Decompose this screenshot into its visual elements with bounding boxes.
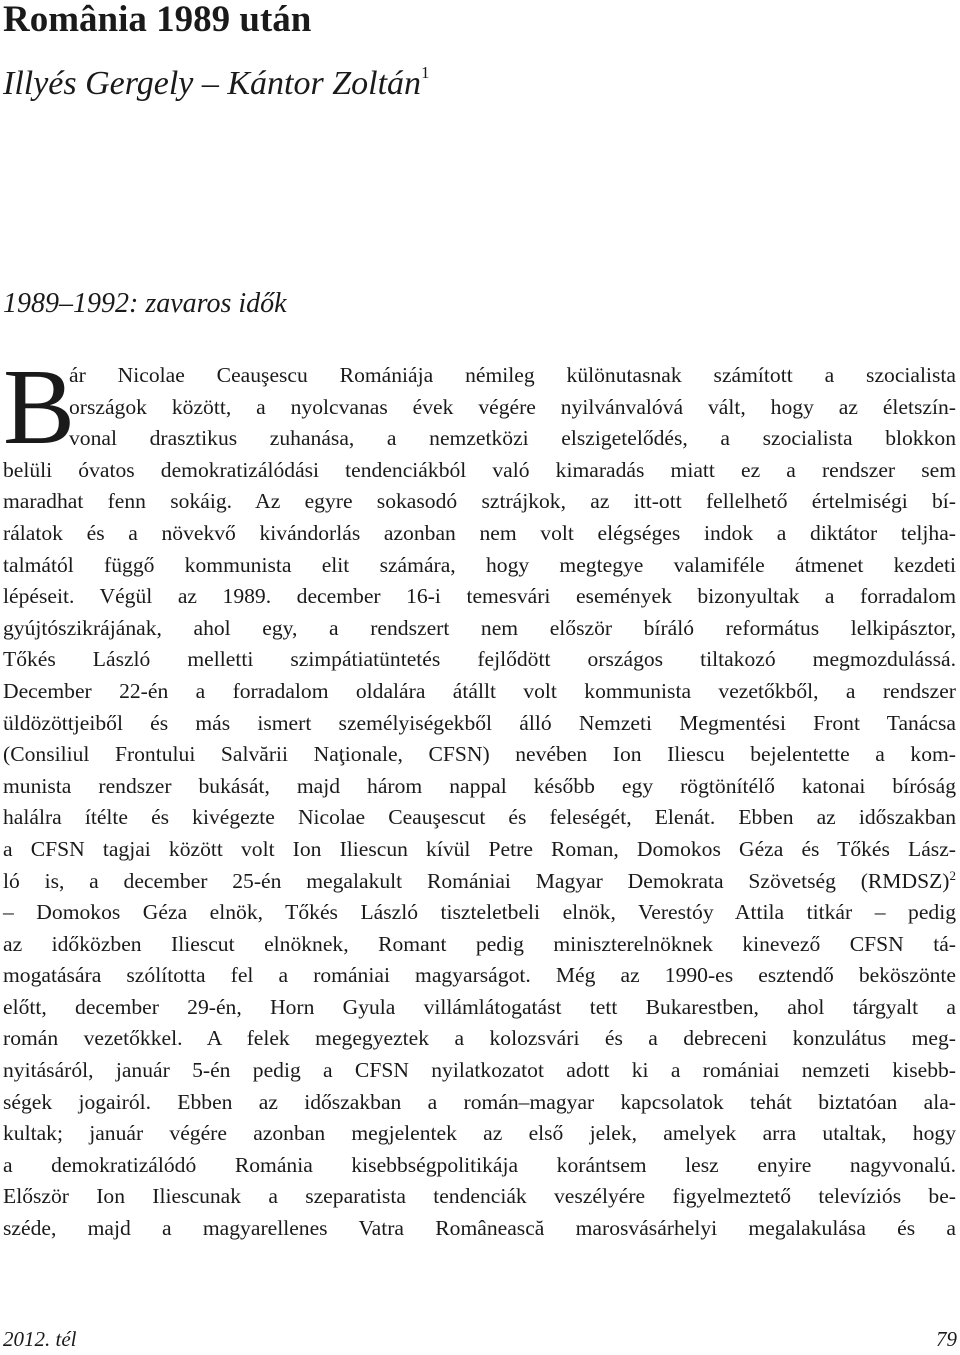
body-line: ár Nicolae Ceauşescu Romániája némileg különutasnak számított a szocialista [69,363,956,387]
body-line-with-footnote [3,866,956,898]
body-line: gyújtószikrájának, ahol egy, a rendszert nem először bíráló református lelkipásztor, [3,615,956,640]
body-line: halálra ítélte és kivégezte Nicolae Ceauşescut és feleségét, Elenát. Ebben az időszakban [3,805,956,830]
body-line: (Consiliul Frontului Salvării Naţionale, CFSN) nevében Ion Iliescu bejelentette a kom- [3,742,956,767]
body-line: munista rendszer bukását, majd három nappal később egy rögtönítélő katonai bíróság [3,773,956,798]
body-line: mogatására szólította fel a romániai magyarságot. Még az 1990-es esztendő beköszönte [3,963,956,988]
body-line: országok között, a nyolcvanas évek végére nyilvánvalóvá vált, hogy az életszín- [69,394,956,419]
footnote-ref: 2 [949,867,956,883]
body-line: maradhat fenn sokáig. Az egyre sokasodó sztrájkok, az itt-ott fellelhető értelmiségi bí- [3,489,956,514]
article-authors [3,62,430,106]
body-line: az időközben Iliescut elnöknek, Romant pedig miniszterelnöknek kinevező CFSN tá- [3,931,956,956]
body-line: román vezetőkkel. A felek megegyeztek a kolozsvári és a debreceni konzulátus meg- [3,1026,956,1051]
author-footnote-ref: 1 [421,63,430,82]
body-line: a CFSN tagjai között volt Ion Iliescun kívül Petre Roman, Domokos Géza és Tőkés Lász- [3,836,956,861]
body-line: lépéseit. Végül az 1989. december 16-i temesvári események bizonyultak a forradalom [3,584,956,609]
body-line: nyitásáról, január 5-én pedig a CFSN nyilatkozatot adott ki a romániai nemzeti kisebb- [3,1058,956,1083]
footer-issue: 2012. tél [3,1327,77,1351]
body-line: előtt, december 29-én, Horn Gyula villámlátogatást tett Bukarestben, ahol tárgyalt a [3,994,956,1019]
body-line: belüli óvatos demokratizálódási tendenciákból való kimaradás miatt ez a rendszer sem [3,457,956,482]
body-line: December 22-én a forradalom oldalára átállt volt kommunista vezetőkből, a rendszer [3,678,956,703]
body-line: talmától függő kommunista elit számára, hogy megtegye valamiféle átmenet kezdeti [3,552,956,577]
body-paragraph [3,348,956,1245]
body-line: ségek jogairól. Ebben az időszakban a román–magyar kapcsolatok tehát biztatóan ala- [3,1089,956,1114]
drop-cap: B [3,348,76,467]
body-line: kultak; január végére azonban megjelentek az első jelek, amelyek arra utaltak, hogy [3,1121,956,1146]
body-line-text: ló is, a december 25-én megalakult Romániai Magyar Demokrata Szövetség (RMDSZ) [3,868,950,893]
authors-text: Illyés Gergely – Kántor Zoltán [3,65,422,102]
body-line: Először Ion Iliescunak a szeparatista tendenciák veszélyére figyelmeztető televíziós be- [3,1184,956,1209]
body-line: Tőkés László melletti szimpátiatüntetés fejlődött országos tiltakozó megmozdulássá. [3,647,956,672]
body-line: rálatok és a növekvő kivándorlás azonban nem volt elégséges indok a diktátor teljha- [3,520,956,545]
body-line: széde, majd a magyarellenes Vatra Românească marosvásárhelyi megalakulása és a [3,1216,956,1241]
section-heading: 1989–1992: zavaros idők [3,288,287,319]
body-line: vonal drasztikus zuhanása, a nemzetközi elszigetelődés, a szocialista blokkon [69,426,956,451]
body-line: a demokratizálódó Románia kisebbségpolitikája korántsem lesz enyire nagyvonalú. [3,1152,956,1177]
footer-page-number: 79 [936,1327,957,1351]
body-line: üldözöttjeiből és más ismert személyiségekből álló Nemzeti Megmentési Front Tanácsa [3,710,956,735]
article-title: România 1989 után [3,0,312,40]
body-line: – Domokos Géza elnök, Tőkés László tiszteletbeli elnök, Verestóy Attila titkár – pedig [3,900,956,925]
